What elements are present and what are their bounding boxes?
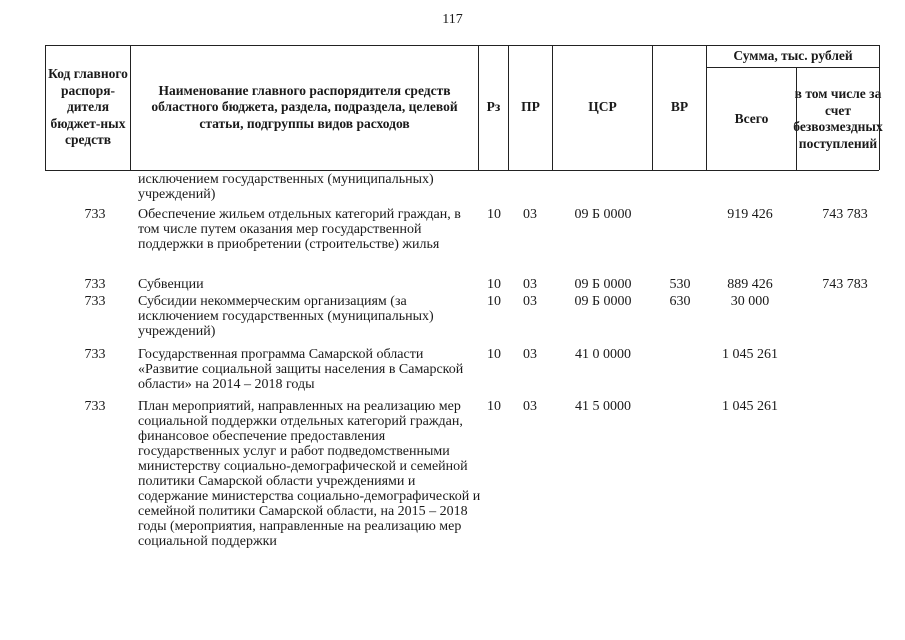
cell-grants: 743 783 xyxy=(822,207,868,222)
cell-pr: 03 xyxy=(523,347,537,362)
cell-pr: 03 xyxy=(523,207,537,222)
header-rz: Рз xyxy=(486,99,501,115)
cell-rz: 10 xyxy=(487,347,501,362)
header-total: Всего xyxy=(734,110,769,126)
cell-total: 889 426 xyxy=(727,277,773,292)
cell-code: 733 xyxy=(84,207,106,222)
cell-grants: 743 783 xyxy=(822,277,868,292)
cell-pr: 03 xyxy=(523,294,537,309)
cell-total: 1 045 261 xyxy=(722,399,778,414)
header-bottom-rule xyxy=(45,170,879,171)
cell-vr: 630 xyxy=(669,294,691,309)
cell-rz: 10 xyxy=(487,294,501,309)
header-vr: ВР xyxy=(670,99,689,115)
cell-total: 30 000 xyxy=(730,294,770,309)
cell-name: План мероприятий, направленных на реализацию мер социальной поддержки отдельных категорий граждан, финансовое обеспечение предоставления государственных услуг и работ подведомственными министерству социально-демографической и семейной политики Самарской области учреждениями и содержание министерства социально-демографической и семейной политики Самарской области, на 2015 – 2018 годы (мероприятия, направленные на реализацию мер социальной поддержки xyxy=(138,399,481,549)
cell-csr: 09 Б 0000 xyxy=(574,207,632,222)
cell-name: Субсидии некоммерческим организациям (за исключением государственных (муниципальных) учреждений) xyxy=(138,294,434,339)
cell-rz: 10 xyxy=(487,207,501,222)
cell-code: 733 xyxy=(84,399,106,414)
cell-csr: 41 0 0000 xyxy=(575,347,631,362)
header-name: Наименование главного распорядителя средств областного бюджета, раздела, подраздела, целевой статьи, подгруппы видов расходов xyxy=(151,82,458,131)
cell-csr: 09 Б 0000 xyxy=(574,294,632,309)
page-number: 117 xyxy=(442,12,463,27)
header-grants: в том числе за счет безвозмездных поступлений xyxy=(793,86,883,151)
header-code: Код главного распоря-дителя бюджет-ных средств xyxy=(48,66,128,148)
cell-rz: 10 xyxy=(487,399,501,414)
cell-name: Государственная программа Самарской области «Развитие социальной защиты населения в Самарской области» на 2014 – 2018 годы xyxy=(138,347,464,392)
cell-name: Субвенции xyxy=(138,277,204,292)
cell-vr: 530 xyxy=(669,277,691,292)
cell-pr: 03 xyxy=(523,399,537,414)
cell-pr: 03 xyxy=(523,277,537,292)
cell-code: 733 xyxy=(84,277,106,292)
cell-rz: 10 xyxy=(487,277,501,292)
cell-csr: 09 Б 0000 xyxy=(574,277,632,292)
header-pr: ПР xyxy=(521,99,540,115)
cell-code: 733 xyxy=(84,347,106,362)
header-csr: ЦСР xyxy=(588,99,617,115)
cell-total: 1 045 261 xyxy=(722,347,778,362)
cell-code: 733 xyxy=(84,294,106,309)
cell-name: исключением государственных (муниципальных) учреждений) xyxy=(138,172,434,202)
cell-total: 919 426 xyxy=(727,207,773,222)
cell-name: Обеспечение жильем отдельных категорий граждан, в том числе путем оказания мер государственной поддержки в приобретении (строительстве) жилья xyxy=(138,207,461,252)
cell-csr: 41 5 0000 xyxy=(575,399,631,414)
header-sum: Сумма, тыс. рублей xyxy=(733,47,853,63)
